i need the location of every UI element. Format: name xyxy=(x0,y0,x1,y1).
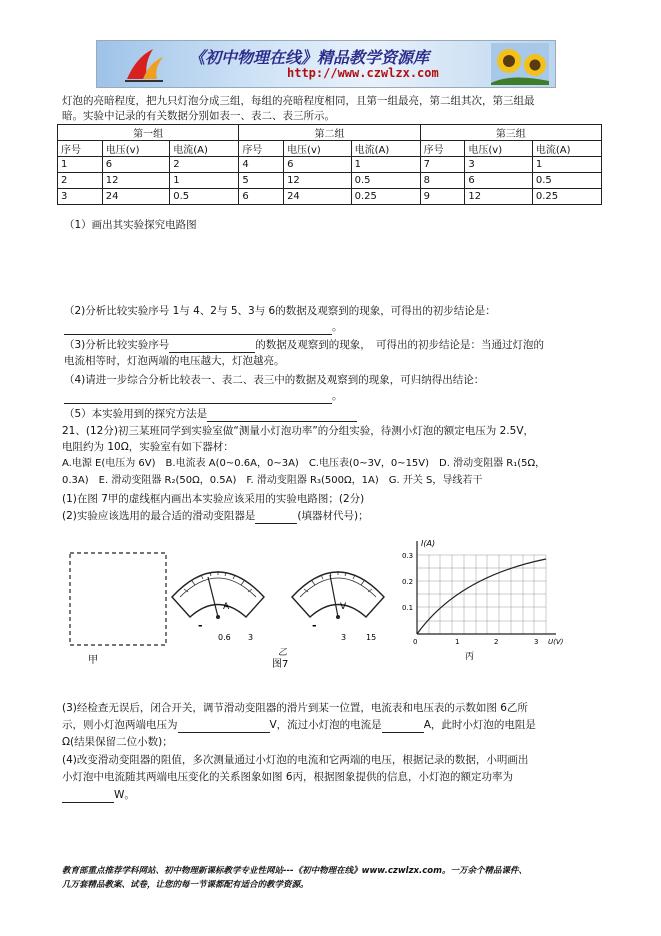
footer-note xyxy=(62,864,602,892)
answer-blank[interactable] xyxy=(178,720,270,733)
figure-caption: 图7 xyxy=(272,659,289,670)
answer-blank[interactable] xyxy=(62,790,114,803)
answer-line-q4: 。 xyxy=(64,388,343,404)
column-header: 序号 xyxy=(239,141,284,157)
table-cell: 9 xyxy=(420,189,465,205)
table-row xyxy=(58,189,602,205)
answer-blank[interactable] xyxy=(169,340,255,353)
column-header: 电压(v) xyxy=(102,141,170,157)
q21-line-2: 电阻约为 10Ω，实验室有如下器材： xyxy=(62,441,234,453)
sunflower-icon xyxy=(491,43,549,85)
table-cell: 8 xyxy=(420,173,465,189)
table-cell: 3 xyxy=(465,157,533,173)
q21-sub-3-line-2: 示，则小灯泡两端电压为 V，流过小灯泡的电流是 A，此时小灯泡的电阻是 xyxy=(62,719,536,731)
table-cell: 6 xyxy=(465,173,533,189)
table-header-row xyxy=(58,141,602,157)
table-cell: 7 xyxy=(420,157,465,173)
table-cell: 1 xyxy=(532,157,601,173)
table-cell: 4 xyxy=(239,157,284,173)
column-header: 电压(v) xyxy=(465,141,533,157)
table-cell: 5 xyxy=(239,173,284,189)
table-row xyxy=(58,173,602,189)
question-3-line-2: 电流相等时，灯泡两端的电压越大，灯泡越亮。 xyxy=(64,355,285,367)
table-row xyxy=(58,157,602,173)
q21-sub-1: (1)在图 7甲的虚线框内画出本实验应该采用的实验电路图；(2分) xyxy=(62,493,365,505)
graph-y-tick: 0.2 xyxy=(402,578,414,586)
table-cell: 1 xyxy=(58,157,103,173)
column-header: 电流(A) xyxy=(170,141,239,157)
voltmeter-terminal: 3 xyxy=(341,633,347,642)
table-cell: 0.5 xyxy=(170,189,239,205)
q21-sub-3-line-3: Ω(结果保留二位小数)； xyxy=(62,736,173,748)
label-bing: 丙 xyxy=(465,652,475,662)
iv-graph xyxy=(417,541,556,634)
circuit-drawing-box[interactable] xyxy=(70,553,166,645)
table-cell: 12 xyxy=(284,173,352,189)
table-cell: 3 xyxy=(58,189,103,205)
ammeter-terminal: 3 xyxy=(248,633,254,642)
question-3-line-1: （3)分析比较实验序号 的数据及观察到的现象， 可得出的初步结论是：当通过灯泡的 xyxy=(64,339,545,351)
table-cell: 0.5 xyxy=(532,173,601,189)
column-header: 序号 xyxy=(420,141,465,157)
group-header: 第一组 xyxy=(58,125,239,141)
q21-sub-3-line-1: (3)经检查无误后，闭合开关，调节滑动变阻器的滑片到某一位置，电流表和电压表的示数如图 6乙所 xyxy=(62,702,528,714)
graph-x-tick: 1 xyxy=(455,638,460,646)
graph-y-label: I(A) xyxy=(421,539,436,548)
ammeter-terminal: - xyxy=(198,619,203,632)
voltmeter-letter: V xyxy=(340,602,347,612)
table-cell: 12 xyxy=(102,173,170,189)
column-header: 电流(A) xyxy=(532,141,601,157)
table-cell: 12 xyxy=(465,189,533,205)
q21-sub-4-line-2: 小灯泡中电流随其两端电压变化的关系图象如图 6丙，根据图象提供的信息，小灯泡的额定功率为 xyxy=(62,771,514,783)
answer-blank[interactable] xyxy=(255,511,297,524)
q21-line-1: 21、(12分)初三某班同学到实验室做“测量小灯泡功率”的分组实验，待测小灯泡的额定电压为 2.5V， xyxy=(62,425,535,437)
answer-line-q2: 。 xyxy=(64,319,343,335)
footer-line-2: 几万套精品教案、试卷，让您的每一节课都配有适合的教学资源。 xyxy=(62,880,309,890)
graph-y-tick: 0.1 xyxy=(402,604,414,612)
data-table xyxy=(57,124,602,205)
graph-x-tick: 3 xyxy=(534,638,539,646)
figure-7 xyxy=(68,537,593,672)
q21-line-3: A.电源 E(电压为 6V) B.电流表 A(0~0.6A，0~3A) C.电压表(0~3V，0~15V) D. 滑动变阻器 R₁(5Ω， xyxy=(62,458,546,469)
q21-sub-4-line-3: W。 xyxy=(62,787,135,803)
graph-x-label: U(V) xyxy=(548,638,564,646)
ammeter-letter: A xyxy=(223,602,230,612)
graph-y-tick: 0.3 xyxy=(402,552,414,560)
column-header: 电流(A) xyxy=(351,141,420,157)
q21-sub-2: (2)实验应该选用的最合适的滑动变阻器是 (填器材代号)； xyxy=(62,510,369,522)
question-5: （5）本实验用到的探究方法是 xyxy=(64,406,357,422)
answer-blank[interactable] xyxy=(382,720,424,733)
table-cell: 6 xyxy=(284,157,352,173)
table-cell: 0.5 xyxy=(351,173,420,189)
table-cell: 0.25 xyxy=(532,189,601,205)
table-cell: 0.25 xyxy=(351,189,420,205)
column-header: 电压(v) xyxy=(284,141,352,157)
table-cell: 2 xyxy=(58,173,103,189)
ammeter-terminal: 0.6 xyxy=(218,633,231,642)
graph-x-tick: 0 xyxy=(413,638,418,646)
graph-x-tick: 2 xyxy=(494,638,499,646)
table-cell: 24 xyxy=(102,189,170,205)
column-header: 序号 xyxy=(58,141,103,157)
voltmeter-terminal: - xyxy=(312,619,317,632)
table-cell: 6 xyxy=(102,157,170,173)
answer-blank[interactable] xyxy=(207,409,357,422)
table-cell: 1 xyxy=(170,173,239,189)
q21-sub-4-line-1: (4)改变滑动变阻器的阻值，多次测量通过小灯泡的电流和它两端的电压，根据记录的数据，小明画出 xyxy=(62,754,529,766)
ammeter-icon xyxy=(172,571,264,619)
question-1: （1）画出其实验探究电路图 xyxy=(64,219,197,231)
voltmeter-icon xyxy=(292,571,384,619)
table-cell: 2 xyxy=(170,157,239,173)
answer-blank[interactable] xyxy=(64,322,332,335)
site-logo-icon xyxy=(123,45,165,83)
question-2: （2)分析比较实验序号 1与 4、2与 5、3与 6的数据及观察到的现象，可得出的初步结论是： xyxy=(64,305,496,317)
table-group-row xyxy=(58,125,602,141)
banner-url[interactable]: http://www.czwlzx.com xyxy=(287,66,439,80)
q21-line-4: 0.3A) E. 滑动变阻器 R₂(50Ω，0.5A) F. 滑动变阻器 R₃(500Ω，1A) G. 开关 S，导线若干 xyxy=(62,475,483,486)
header-banner xyxy=(96,40,556,88)
banner-title: 《初中物理在线》精品教学资源库 xyxy=(189,48,430,67)
intro-line-2: 暗。实验中记录的有关数据分别如表一、表二、表三所示。 xyxy=(62,110,335,122)
label-yi: 乙 xyxy=(278,648,288,658)
voltmeter-terminal: 15 xyxy=(366,633,377,642)
group-header: 第二组 xyxy=(239,125,420,141)
table-cell: 6 xyxy=(239,189,284,205)
intro-line-1: 灯泡的亮暗程度，把九只灯泡分成三组，每组的亮暗程度相同，且第一组最亮，第二组其次，第三组最 xyxy=(62,95,535,107)
group-header: 第三组 xyxy=(420,125,601,141)
answer-blank[interactable] xyxy=(64,391,332,404)
question-4: （4)请进一步综合分析比较表一、表二、表三中的数据及观察到的现象，可归纳得出结论： xyxy=(64,374,485,386)
footer-line-1: 教育部重点推荐学科网站、初中物理新课标教学专业性网站---《初中物理在线》www.czwlzx.com。一万余个精品课件、 xyxy=(62,866,527,876)
label-jia: 甲 xyxy=(88,655,98,666)
table-cell: 24 xyxy=(284,189,352,205)
table-cell: 1 xyxy=(351,157,420,173)
